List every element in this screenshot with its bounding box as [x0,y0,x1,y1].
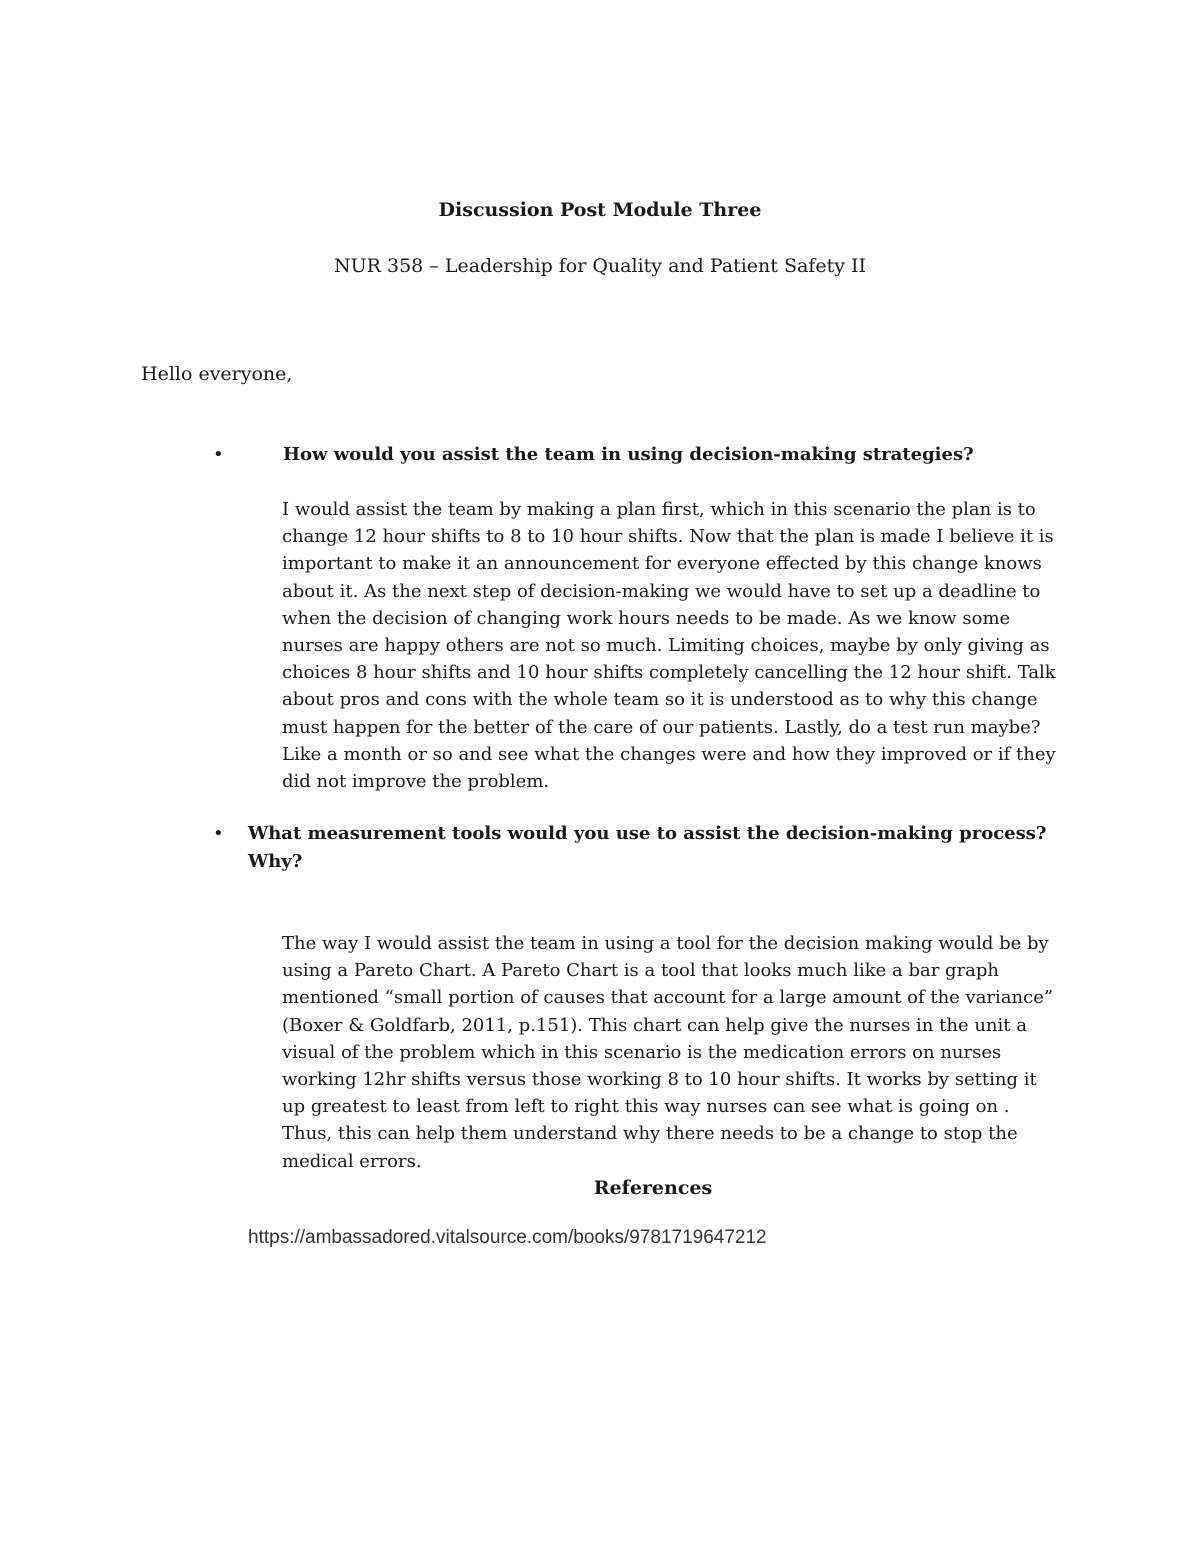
question-heading: What measurement tools would you use to assist the decision-making process? Why? [248,823,1047,872]
answer-paragraph: The way I would assist the team in using a tool for the decision making would be by using a Pareto Chart. A Pareto Chart is a tool that looks much like a bar graph mentioned “small portion of causes that account for a large amount of the variance” (Boxer & Goldfarb, 2011, p.151). This chart can help give the nurses in the unit a visual of the problem which in this scenario is the medication errors on nurses working 12hr shifts versus those working 8 to 10 hour shifts. It works by setting it up greatest to least from left to right this way nurses can see what is going on . Thus, this can help them understand why there needs to be a change to stop the medical errors. [282,933,1054,1172]
bullet-icon: • [213,823,224,844]
greeting-text: Hello everyone, [141,363,293,385]
document-title: Discussion Post Module Three [438,199,762,221]
question-heading: How would you assist the team in using decision-making strategies? [283,444,974,465]
references-heading: References [593,1177,713,1199]
course-subtitle: NUR 358 – Leadership for Quality and Patient Safety II [334,255,866,277]
answer-paragraph: I would assist the team by making a plan first, which in this scenario the plan is to change 12 hour shifts to 8 to 10 hour shifts. Now that the plan is made I believe it is important to make it an announcement for everyone effected by this change knows about it. As the next step of decision-making we would have to set up a deadline to when the decision of changing work hours needs to be made. As we know some nurses are happy others are not so much. Limiting choices, maybe by only giving as choices 8 hour shifts and 10 hour shifts completely cancelling the 12 hour shift. Talk about pros and cons with the whole team so it is understood as to why this change must happen for the better of the care of our patients. Lastly, do a test run maybe? Like a month or so and see what the changes were and how they improved or if they did not improve the problem. [282,499,1056,793]
reference-link[interactable]: https://ambassadored.vitalsource.com/books/9781719647212 [248,1227,767,1248]
bullet-icon: • [213,444,224,465]
